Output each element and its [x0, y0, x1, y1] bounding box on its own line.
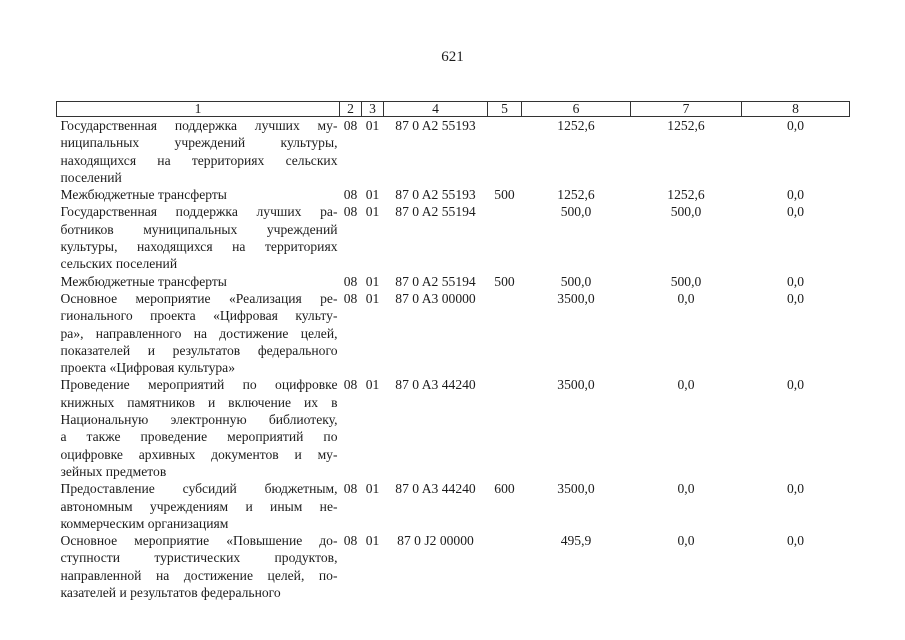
section-code: 08 — [343, 118, 358, 133]
table-row — [57, 186, 850, 203]
subsection-code: 01 — [365, 533, 380, 549]
row-name-line: Основное мероприятие «Реализация ре- — [60, 290, 338, 306]
amount-col-6: 1252,6 — [557, 187, 595, 203]
expense-type-code — [488, 117, 522, 187]
row-name — [57, 203, 340, 272]
row-name-line: Государственная поддержка лучших ра- — [60, 204, 338, 220]
table-row — [57, 480, 850, 532]
amount-col-8: 0,0 — [787, 533, 804, 549]
expense-type-code — [488, 290, 522, 376]
table-row — [57, 117, 850, 187]
expense-type-code: 600 — [494, 481, 515, 497]
row-name-line: а также проведение мероприятий по — [60, 429, 338, 445]
amount-col-8: 0,0 — [787, 377, 804, 393]
target-article-code: 87 0 A2 55194 — [395, 273, 476, 289]
subsection-code: 01 — [365, 204, 380, 220]
row-name — [57, 117, 340, 187]
table-row — [57, 532, 850, 601]
row-name-line: ботников муниципальных учреждений — [60, 221, 338, 237]
row-name — [57, 186, 340, 203]
amount-col-6: 500,0 — [560, 273, 592, 289]
row-name-line: Предоставление субсидий бюджетным, — [60, 481, 338, 497]
section-code: 08 — [343, 204, 358, 220]
row-name-line: находящихся на территориях сельских — [60, 152, 338, 168]
table-row — [57, 203, 850, 272]
amount-col-7: 500,0 — [670, 273, 702, 289]
amount-col-6: 3500,0 — [557, 481, 595, 497]
row-name — [57, 480, 340, 532]
row-name-line: зейных предметов — [60, 463, 167, 479]
subsection-code: 01 — [365, 377, 380, 393]
row-name-line: книжных памятников и включение их в — [60, 394, 338, 410]
column-header-1: 1 — [57, 102, 340, 117]
amount-col-8: 0,0 — [787, 118, 804, 133]
section-code: 08 — [343, 290, 358, 306]
section-code: 08 — [343, 273, 358, 289]
subsection-code: 01 — [365, 187, 380, 203]
target-article-code: 87 0 J2 00000 — [397, 533, 474, 549]
amount-col-6: 495,9 — [560, 533, 592, 549]
subsection-code: 01 — [365, 118, 380, 133]
section-code: 08 — [343, 481, 358, 497]
target-article-code: 87 0 A3 44240 — [395, 481, 476, 497]
target-article-code: 87 0 A3 44240 — [395, 377, 476, 393]
amount-col-8: 0,0 — [787, 273, 804, 289]
row-name-line: коммерческим организациям — [60, 515, 229, 531]
row-name-line: сельских поселений — [60, 256, 178, 272]
amount-col-7: 0,0 — [677, 533, 695, 549]
amount-col-7: 500,0 — [670, 204, 702, 220]
column-header-2: 2 — [340, 102, 362, 117]
target-article-code: 87 0 A2 55193 — [395, 187, 476, 203]
amount-col-8: 0,0 — [787, 187, 804, 203]
column-header-5: 5 — [488, 102, 522, 117]
column-header-8: 8 — [742, 102, 850, 117]
budget-table — [56, 101, 850, 601]
row-name-line: казателей и результатов федерального — [60, 585, 281, 601]
amount-col-7: 1252,6 — [667, 187, 705, 203]
row-name-line: оцифровке архивных документов и му- — [60, 446, 338, 462]
section-code: 08 — [343, 377, 358, 393]
table-row — [57, 376, 850, 480]
amount-col-7: 0,0 — [677, 290, 695, 306]
row-name — [57, 376, 340, 480]
section-code: 08 — [343, 533, 358, 549]
target-article-code: 87 0 A2 55194 — [395, 204, 476, 220]
table-row — [57, 290, 850, 376]
expense-type-code — [488, 376, 522, 480]
page-number: 621 — [441, 49, 464, 65]
amount-col-8: 0,0 — [787, 481, 804, 497]
row-name-line: показателей и результатов федерального — [60, 342, 338, 358]
row-name-line: культуры, находящихся на территориях — [60, 239, 338, 255]
amount-col-6: 3500,0 — [557, 377, 595, 393]
amount-col-6: 1252,6 — [557, 118, 595, 133]
row-name-line: направленной на достижение целей, по- — [60, 567, 338, 583]
row-name — [57, 273, 340, 290]
subsection-code: 01 — [365, 273, 380, 289]
table-header-row — [57, 102, 850, 117]
expense-type-code: 500 — [494, 273, 515, 289]
row-name-line: Национальную электронную библиотеку, — [60, 412, 338, 428]
expense-type-code: 500 — [494, 187, 515, 203]
amount-col-7: 1252,6 — [667, 118, 705, 133]
row-name-line: Межбюджетные трансферты — [60, 273, 227, 289]
row-name-line: Государственная поддержка лучших му- — [60, 118, 338, 133]
row-name-line: ра», направленного на достижение целей, — [60, 325, 338, 341]
row-name-line: Проведение мероприятий по оцифровке — [60, 377, 338, 393]
column-header-4: 4 — [384, 102, 488, 117]
row-name-line: Основное мероприятие «Повышение до- — [60, 533, 338, 549]
row-name-line: поселений — [60, 169, 122, 185]
row-name-line: автономным учреждениям и иным не- — [60, 498, 338, 514]
target-article-code: 87 0 A3 00000 — [395, 290, 476, 306]
expense-type-code — [488, 203, 522, 272]
row-name-line: Межбюджетные трансферты — [60, 187, 227, 203]
row-name — [57, 532, 340, 601]
amount-col-8: 0,0 — [787, 290, 804, 306]
subsection-code: 01 — [365, 481, 380, 497]
amount-col-6: 3500,0 — [557, 290, 595, 306]
amount-col-6: 500,0 — [560, 204, 592, 220]
column-header-6: 6 — [522, 102, 631, 117]
row-name-line: проекта «Цифровая культура» — [60, 360, 236, 376]
table-row — [57, 273, 850, 290]
target-article-code: 87 0 A2 55193 — [395, 118, 476, 133]
column-header-3: 3 — [362, 102, 384, 117]
amount-col-8: 0,0 — [787, 204, 804, 220]
section-code: 08 — [343, 187, 358, 203]
row-name-line: гионального проекта «Цифровая культу- — [60, 308, 338, 324]
row-name — [57, 290, 340, 376]
column-header-7: 7 — [631, 102, 742, 117]
amount-col-7: 0,0 — [677, 481, 695, 497]
subsection-code: 01 — [365, 290, 380, 306]
expense-type-code — [488, 532, 522, 601]
row-name-line: ступности туристических продуктов, — [60, 550, 338, 566]
row-name-line: ниципальных учреждений культуры, — [60, 135, 338, 151]
amount-col-7: 0,0 — [677, 377, 695, 393]
